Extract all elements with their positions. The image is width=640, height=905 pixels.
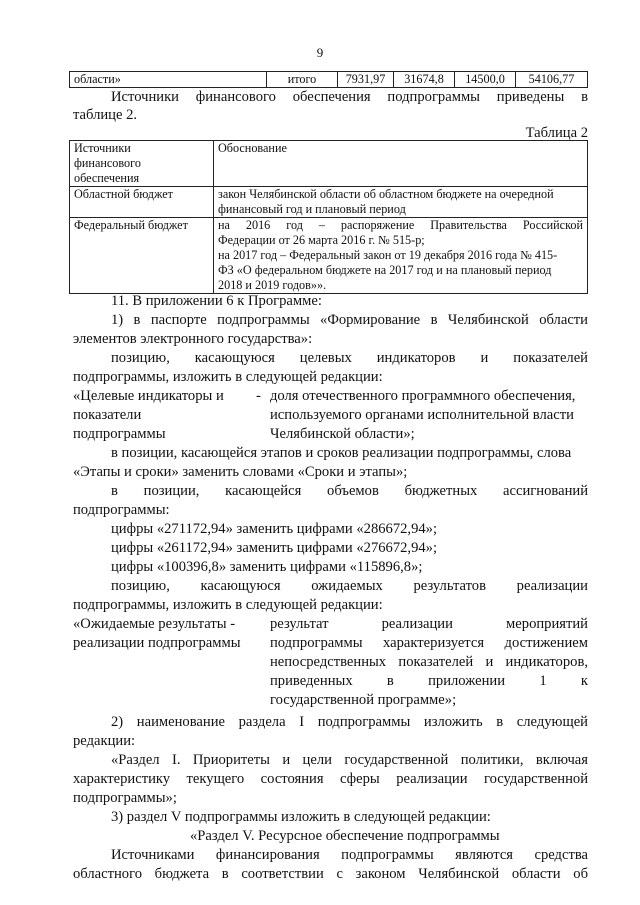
paragraph-line: Источниками финансирования подпрограммы являются средства bbox=[111, 847, 588, 863]
table-cell bbox=[214, 187, 588, 218]
paragraph-line: подпрограммы»; bbox=[73, 790, 177, 806]
paragraph-line: характеристику текущего состояния сферы реализации государственной bbox=[73, 771, 588, 787]
funding-sources-table bbox=[69, 140, 588, 294]
page-number: 9 bbox=[316, 45, 324, 60]
paragraph-line: подпрограммы, изложить в следующей редакции: bbox=[73, 597, 383, 613]
table-cell: Областной бюджет bbox=[70, 187, 214, 218]
quote-label: показатели bbox=[73, 407, 142, 423]
paragraph-line: позицию, касающуюся ожидаемых результатов реализации bbox=[111, 578, 588, 594]
table-header-row bbox=[70, 141, 588, 187]
table-cell: области» bbox=[70, 72, 267, 88]
header-line: Источники bbox=[74, 141, 131, 155]
cell-line: Федерации от 26 марта 2016 г. № 515-р; bbox=[218, 233, 425, 247]
table-cell: 14500,0 bbox=[455, 72, 516, 88]
quote-text: непосредственных показателей и индикаторов, bbox=[270, 654, 588, 670]
paragraph-line: позицию, касающуюся целевых индикаторов и показателей bbox=[111, 350, 588, 366]
table-caption: Таблица 2 bbox=[525, 125, 588, 141]
paragraph-line: 1) в паспорте подпрограммы «Формирование в Челябинской области bbox=[111, 312, 588, 328]
header-line: обеспечения bbox=[74, 171, 140, 185]
table-row bbox=[70, 72, 588, 88]
cell-line: закон Челябинской области об областном бюджете на очередной bbox=[218, 187, 554, 201]
cell-line: ФЗ «О федеральном бюджете на 2017 год и на плановый период bbox=[218, 263, 552, 277]
paragraph-line: областного бюджета в соответствии с законом Челябинской области об bbox=[73, 866, 588, 882]
table-header-cell: Обоснование bbox=[214, 141, 588, 187]
replacement-line: цифры «100396,8» заменить цифрами «115896,8»; bbox=[111, 559, 423, 575]
paragraph-line: редакции: bbox=[73, 733, 136, 749]
paragraph-line: таблице 2. bbox=[73, 107, 138, 123]
paragraph-line: 3) раздел V подпрограммы изложить в следующей редакции: bbox=[111, 809, 491, 825]
quote-label: «Ожидаемые результаты - bbox=[73, 616, 236, 632]
quote-text: приведенных в приложении 1 к bbox=[270, 673, 588, 689]
section-heading: «Раздел V. Ресурсное обеспечение подпрограммы bbox=[190, 828, 500, 844]
quote-text: доля отечественного программного обеспечения, bbox=[270, 388, 576, 404]
table-cell: Федеральный бюджет bbox=[70, 218, 214, 294]
cell-line: на 2016 год – распоряжение Правительства Российской bbox=[218, 218, 583, 232]
totals-table-fragment bbox=[69, 71, 588, 88]
quote-text: результат реализации мероприятий bbox=[270, 616, 588, 632]
table-cell: итого bbox=[267, 72, 338, 88]
paragraph-line: «Раздел I. Приоритеты и цели государственной политики, включая bbox=[111, 752, 588, 768]
quote-text: Челябинской области»; bbox=[270, 426, 415, 442]
cell-line: 2018 и 2019 годов»». bbox=[218, 278, 327, 292]
quote-label: реализации подпрограммы bbox=[73, 635, 241, 651]
paragraph-line: в позиции, касающейся этапов и сроков реализации подпрограммы, слова bbox=[111, 445, 572, 461]
table-row bbox=[70, 218, 588, 294]
cell-line: на 2017 год – Федеральный закон от 19 декабря 2016 года № 415- bbox=[218, 248, 558, 262]
paragraph-line: Источники финансового обеспечения подпрограммы приведены в bbox=[111, 89, 588, 105]
quote-text: подпрограммы характеризуется достижением bbox=[270, 635, 588, 651]
header-line: финансового bbox=[74, 156, 141, 170]
table-cell: 54106,77 bbox=[516, 72, 588, 88]
quote-text: используемого органами исполнительной власти bbox=[270, 407, 574, 423]
paragraph-line: в позиции, касающейся объемов бюджетных ассигнований bbox=[111, 483, 588, 499]
replacement-line: цифры «261172,94» заменить цифрами «276672,94»; bbox=[111, 540, 438, 556]
replacement-line: цифры «271172,94» заменить цифрами «286672,94»; bbox=[111, 521, 438, 537]
table-cell bbox=[214, 218, 588, 294]
paragraph-line: «Этапы и сроки» заменить словами «Сроки и этапы»; bbox=[73, 464, 408, 480]
quote-text: государственной программе»; bbox=[270, 692, 457, 708]
paragraph-line: подпрограммы, изложить в следующей редакции: bbox=[73, 369, 383, 385]
quote-label: «Целевые индикаторы и bbox=[73, 388, 224, 404]
paragraph-line: 11. В приложении 6 к Программе: bbox=[111, 293, 322, 309]
quote-label: подпрограммы bbox=[73, 426, 166, 442]
quote-dash: - bbox=[256, 388, 261, 404]
table-header-cell bbox=[70, 141, 214, 187]
table-cell: 7931,97 bbox=[338, 72, 394, 88]
table-cell: 31674,8 bbox=[394, 72, 455, 88]
cell-line: финансовый год и плановый период bbox=[218, 202, 406, 216]
paragraph-line: элементов электронного государства»: bbox=[73, 331, 313, 347]
paragraph-line: подпрограммы: bbox=[73, 502, 170, 518]
paragraph-line: 2) наименование раздела I подпрограммы изложить в следующей bbox=[111, 714, 588, 730]
table-row bbox=[70, 187, 588, 218]
